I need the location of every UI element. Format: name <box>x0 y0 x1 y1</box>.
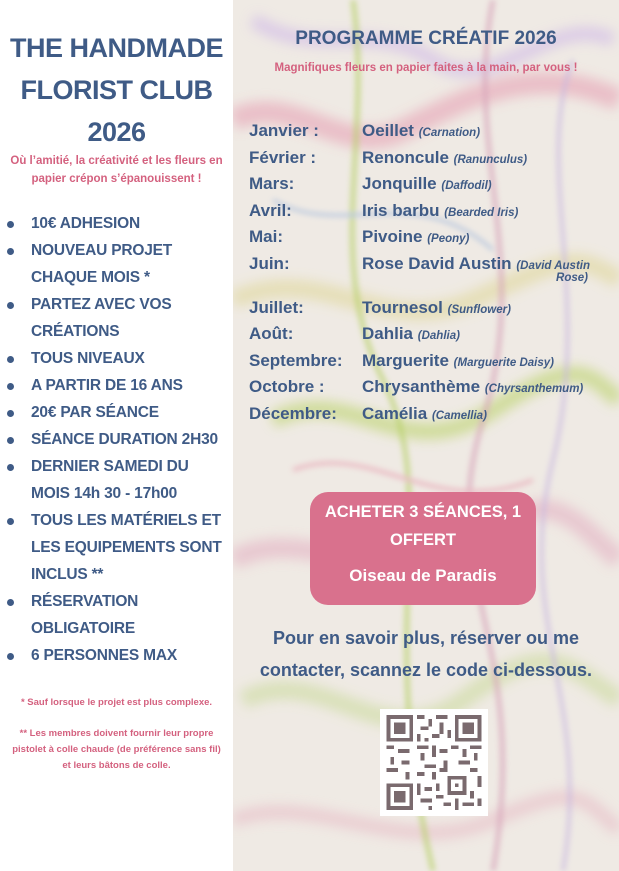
month-name: Avril: <box>249 200 292 220</box>
feature-item <box>6 642 231 669</box>
club-title-line-3: 2026 <box>87 117 146 147</box>
feature-text: TOUS NIVEAUX <box>31 350 145 367</box>
qr-code-icon[interactable] <box>380 709 488 816</box>
left-column <box>0 0 233 871</box>
flower-en: (Peony) <box>427 233 470 245</box>
flower-name <box>362 171 612 199</box>
month-row <box>249 374 615 401</box>
month-row <box>249 401 615 428</box>
bullet-dot-icon <box>7 599 14 606</box>
features-list <box>6 210 231 669</box>
month-name: Octobre : <box>249 377 325 396</box>
feature-item <box>6 237 231 291</box>
contact-line-2: contacter, scannez le code ci-dessous. <box>259 660 593 680</box>
flower-name <box>362 321 612 349</box>
month-name: Février : <box>249 147 317 167</box>
bullet-dot-icon <box>7 410 14 417</box>
bullet-dot-icon <box>7 653 14 660</box>
feature-item <box>6 372 231 399</box>
offer-line-2: OFFERT <box>390 531 456 549</box>
month-name: Décembre: <box>249 403 337 423</box>
flower-name <box>362 295 612 323</box>
flower-en: (Marguerite Daisy) <box>453 356 554 369</box>
tagline: Où l’amitié, la créativité et les fleurs en papier crépon s’épanouissent ! <box>10 155 223 185</box>
month-row <box>249 295 615 322</box>
bullet-dot-icon <box>7 248 14 255</box>
month-name: Mars: <box>249 174 295 193</box>
contact-line-1: Pour en savoir plus, réserver ou me <box>272 628 580 648</box>
flower-en: (David Austin <box>516 259 591 272</box>
feature-text: A PARTIR DE 16 ANS <box>31 377 183 394</box>
feature-item <box>6 507 231 588</box>
month-row <box>249 348 615 375</box>
flower-name <box>362 145 612 173</box>
flower-fr: Tournesol <box>362 297 443 317</box>
month-row <box>249 171 615 198</box>
flower-en: (Carnation) <box>418 127 481 139</box>
month-row <box>249 321 615 348</box>
flower-fr: Oeillet <box>362 121 414 140</box>
month-row <box>249 198 615 225</box>
flower-name <box>362 198 612 226</box>
feature-text: SÉANCE DURATION 2H30 <box>31 431 218 448</box>
month-name: Juin: <box>249 253 290 273</box>
flower-fr: Dahlia <box>362 324 414 343</box>
feature-text: RÉSERVATION OBLIGATOIRE <box>31 593 139 637</box>
program-panel <box>233 0 619 871</box>
flower-name <box>362 348 612 376</box>
feature-item <box>6 426 231 453</box>
month-name: Janvier : <box>249 121 319 140</box>
flower-en: (Bearded Iris) <box>444 206 519 219</box>
flower-fr: Renoncule <box>362 147 449 167</box>
qr-code-graphic <box>386 715 482 810</box>
feature-text: NOUVEAU PROJET CHAQUE MOIS * <box>31 242 173 286</box>
club-title-line-1: THE HANDMADE <box>10 33 223 63</box>
club-title-line-2: FLORIST CLUB <box>20 75 213 105</box>
club-title <box>0 27 233 153</box>
month-name: Septembre: <box>249 350 343 370</box>
monthly-program-list <box>249 118 615 427</box>
feature-text: 6 PERSONNES MAX <box>31 647 178 664</box>
bullet-dot-icon <box>7 221 14 228</box>
month-name: Mai: <box>249 227 283 246</box>
feature-text: TOUS LES MATÉRIELS ET LES EQUIPEMENTS SONT INCLUS ** <box>31 512 222 583</box>
flower-fr: Jonquille <box>362 174 437 193</box>
bullet-dot-icon <box>7 464 14 471</box>
flower-fr: Rose David Austin <box>362 253 512 273</box>
flower-fr: Camélia <box>362 403 428 423</box>
feature-text: 10€ ADHESION <box>31 215 141 232</box>
feature-item <box>6 210 231 237</box>
footnote-glue-gun: ** Les membres doivent fournir leur propre pistolet à colle chaude (de préférence sans fil) et leurs bâtons de colle. <box>12 728 221 771</box>
flower-en: (Ranunculus) <box>453 153 528 166</box>
flower-fr: Chrysanthème <box>362 377 481 396</box>
program-subtitle: Magnifiques fleurs en papier faites à la main, par vous ! <box>274 62 578 74</box>
flower-en: (Dahlia) <box>417 330 460 342</box>
bullet-dot-icon <box>7 518 14 525</box>
offer-line-3: Oiseau de Paradis <box>349 566 497 585</box>
flower-en: (Daffodil) <box>441 180 492 192</box>
feature-text: PARTEZ AVEC VOS CRÉATIONS <box>31 296 172 340</box>
flower-name <box>362 118 612 146</box>
offer-line-1: ACHETER 3 SÉANCES, 1 <box>324 503 522 521</box>
flower-name <box>362 401 612 429</box>
flower-en: (Camellia) <box>431 409 487 422</box>
flower-fr: Iris barbu <box>362 200 440 220</box>
flower-en-continued: Rose) <box>556 271 588 284</box>
bullet-dot-icon <box>7 356 14 363</box>
offer-badge <box>310 492 536 605</box>
bullet-dot-icon <box>7 383 14 390</box>
bullet-dot-icon <box>7 437 14 444</box>
month-name: Août: <box>249 324 294 343</box>
contact-text <box>233 622 619 686</box>
flower-name <box>362 224 612 252</box>
program-title: PROGRAMME CRÉATIF 2026 <box>295 28 557 49</box>
feature-item <box>6 453 231 507</box>
month-row <box>249 224 615 251</box>
feature-item <box>6 588 231 642</box>
feature-item <box>6 399 231 426</box>
month-row <box>249 251 615 295</box>
bullet-dot-icon <box>7 302 14 309</box>
feature-item <box>6 291 231 345</box>
feature-item <box>6 345 231 372</box>
footnote-complex-project: * Sauf lorsque le projet est plus complexe. <box>20 697 213 708</box>
flower-fr: Marguerite <box>362 350 449 370</box>
month-name: Juillet: <box>249 297 304 317</box>
flower-en: (Chyrsanthemum) <box>484 383 584 395</box>
flower-fr: Pivoine <box>362 227 423 246</box>
month-row <box>249 118 615 145</box>
feature-text: 20€ PAR SÉANCE <box>31 404 159 421</box>
flower-en: (Sunflower) <box>447 303 511 316</box>
feature-text: DERNIER SAMEDI DU MOIS 14h 30 - 17h00 <box>31 458 189 502</box>
month-row <box>249 145 615 172</box>
flower-name <box>362 374 612 402</box>
